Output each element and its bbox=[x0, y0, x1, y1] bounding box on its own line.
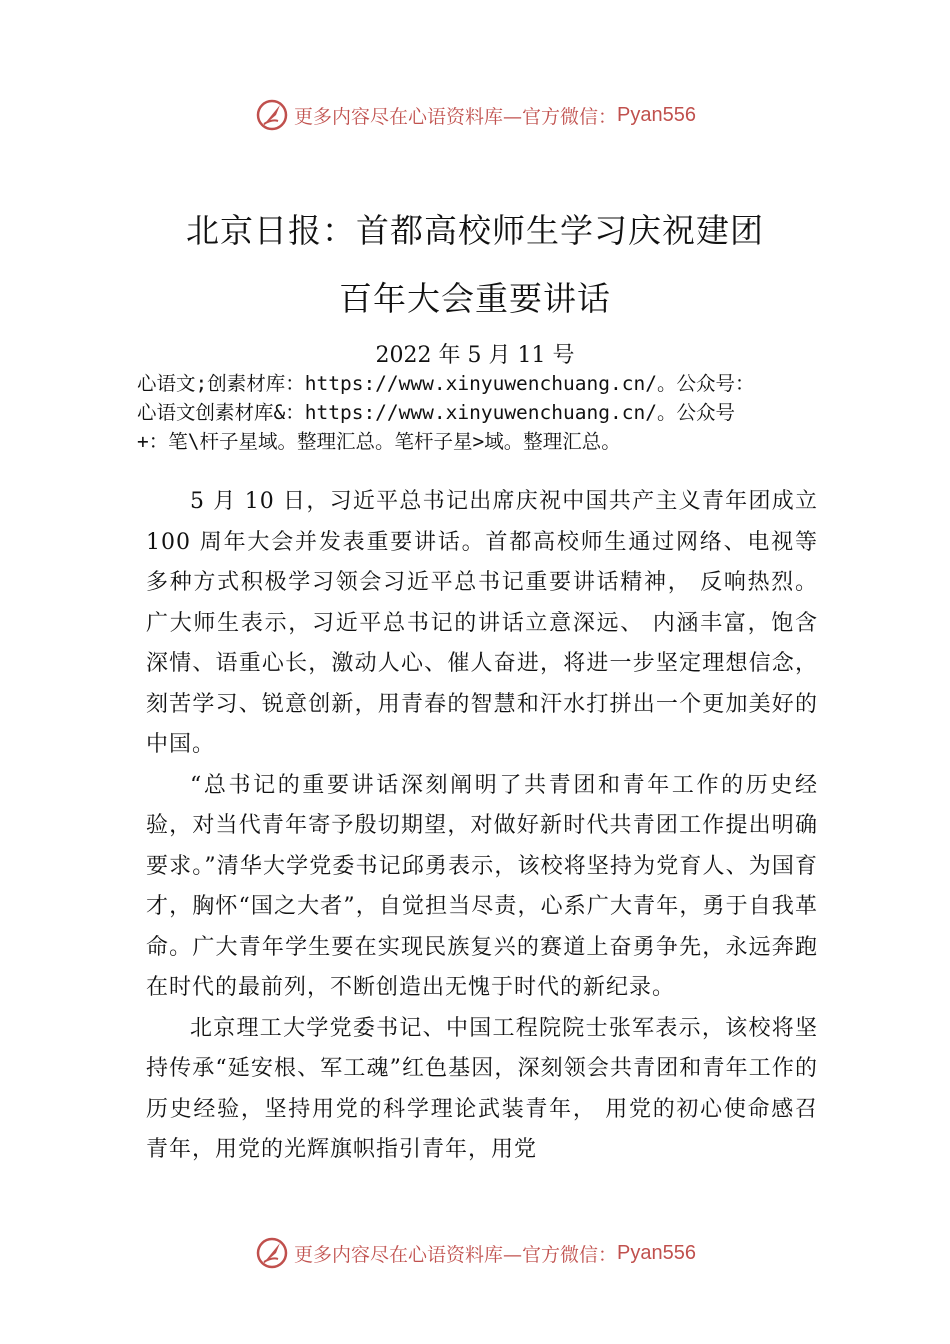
paragraph: 5 月 10 日，习近平总书记出席庆祝中国共产主义青年团成立 100 周年大会并发表重要讲话。首都高校师生通过网络、电视等多种方式积极学习领会习近平总书记重要讲话精神， 反响热烈。广大师生表示，习近平总书记的讲话立意深远、 内涵丰富，饱含深情、语重心长，激动人心、催人奋进，将进一步坚定理想信念，刻苦学习、锐意创新，用青春的智慧和汗水打拼出一个更加美好的中国。 bbox=[146, 489, 818, 757]
quill-logo-icon bbox=[254, 1235, 290, 1271]
wechat-id: Pyan556 bbox=[617, 103, 696, 126]
source-line: 心语文创素材库&：https://www.xinyuwenchuang.cn/。公众号 bbox=[137, 401, 735, 424]
quill-logo-icon bbox=[254, 97, 290, 133]
source-line: 心语文;创素材库：https://www.xinyuwenchuang.cn/。公众号： bbox=[137, 372, 755, 395]
source-note bbox=[137, 369, 857, 456]
publish-date: 2022 年 5 月 11 号 bbox=[375, 343, 575, 368]
paragraph: “总书记的重要讲话深刻阐明了共青团和青年工作的历史经验，对当代青年寄予殷切期望，对做好新时代共青团工作提出明确要求。”清华大学党委书记邱勇表示，该校将坚持为党育人、为国育才，胸怀“国之大者”，自觉担当尽责，心系广大青年，勇于自我革命。广大青年学生要在实现民族复兴的赛道上奋勇争先，永远奔跑在时代的最前列，不断创造出无愧于时代的新纪录。 bbox=[146, 772, 818, 1000]
footer-banner bbox=[0, 1233, 950, 1273]
banner-text: 更多内容尽在心语资料库—官方微信： bbox=[294, 1243, 618, 1266]
page-title-line2: 百年大会重要讲话 bbox=[339, 279, 611, 318]
banner-text: 更多内容尽在心语资料库—官方微信： bbox=[294, 105, 618, 128]
header-banner bbox=[0, 95, 950, 135]
page-title-line1: 北京日报：首都高校师生学习庆祝建团 bbox=[186, 211, 764, 250]
wechat-id: Pyan556 bbox=[617, 1241, 696, 1264]
article-body bbox=[146, 482, 818, 1171]
paragraph: 北京理工大学党委书记、中国工程院院士张军表示，该校将坚持传承“延安根、军工魂”红色基因，深刻领会共青团和青年工作的历史经验，坚持用党的科学理论武装青年， 用党的初心使命感召青年，用党的光辉旗帜指引青年，用党 bbox=[146, 1015, 818, 1162]
source-line: +：笔\杆子星域。整理汇总。笔杆子星>域。整理汇总。 bbox=[137, 430, 621, 453]
